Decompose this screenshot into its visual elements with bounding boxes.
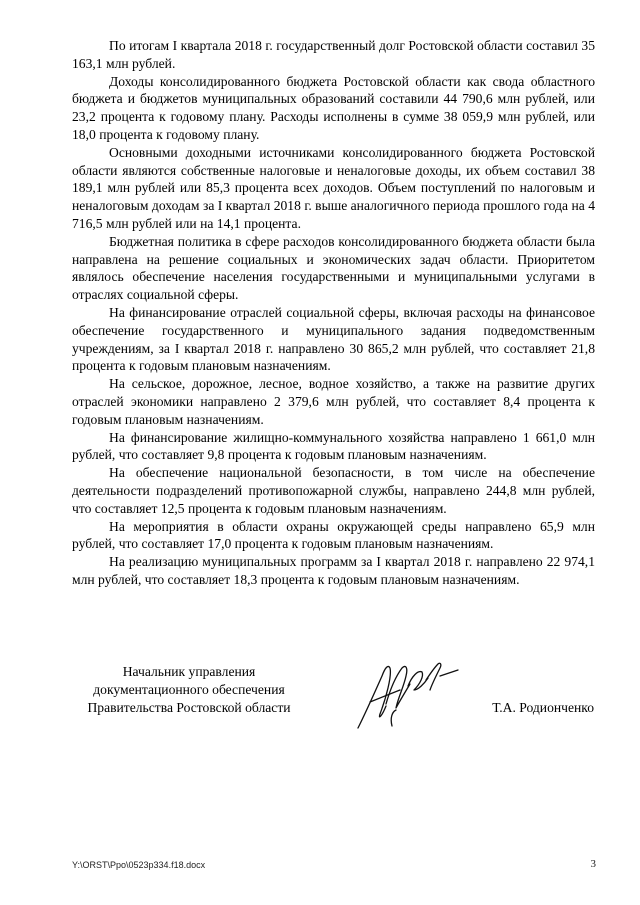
footer-file-path: Y:\ORST\Ppo\0523p334.f18.docx [72,860,206,870]
paragraph-economy: На сельское, дорожное, лесное, водное хозяйство, а также на развитие других отраслей экономики направлено 2 379,6 млн рублей, что составляет 8,4 процента к годовым плановым назначениям. [72,376,595,427]
paragraph-revenue-sources: Основными доходными источниками консолидированного бюджета Ростовской области являются собственные налоговые и неналоговые доходы, их объем составил 38 189,1 млн рублей или 85,3 процента всех доходов. Объем поступлений по налоговым и неналоговым доходам за I квартал 2018 г. выше аналогичного периода прошлого года на 4 716,5 млн рублей или на 14,1 процента. [72,144,595,231]
document-body [72,37,595,589]
handwritten-signature [352,654,462,734]
paragraph-security: На обеспечение национальной безопасности, в том числе на обеспечение деятельности подразделений противопожарной службы, направлено 244,8 млн рублей, что составляет 12,5 процента к годовым плановым назначениям. [72,465,595,516]
signatory-position [64,663,314,716]
position-line: Правительства Ростовской области [87,699,291,715]
position-line: документационного обеспечения [93,681,285,697]
paragraph-budget-policy: Бюджетная политика в сфере расходов консолидированного бюджета области была направлена на решение социальных и экономических задач области. Приоритетом являлось обеспечение населения государственными и муниципальными услугами в отраслях социальной сферы. [72,233,595,303]
paragraph-social-sphere: На финансирование отраслей социальной сферы, включая расходы на финансовое обеспечение государственного и муниципального задания подведомственным учреждениям, за I квартал 2018 г. направлено 30 865,2 млн рублей, что составляет 21,8 процента к годовым плановым назначениям. [72,304,595,374]
paragraph-housing: На финансирование жилищно-коммунального хозяйства направлено 1 661,0 млн рублей, что составляет 9,8 процента к годовым плановым назначениям. [72,429,595,463]
signatory-name: Т.А. Родионченко [492,700,594,715]
position-line: Начальник управления [122,664,256,679]
paragraph-environment: На мероприятия в области охраны окружающей среды направлено 65,9 млн рублей, что составляет 17,0 процента к годовым плановым назначениям. [72,518,595,552]
paragraph-state-debt: По итогам I квартала 2018 г. государственный долг Ростовской области составил 35 163,1 млн рублей. [72,38,595,71]
paragraph-municipal-programs: На реализацию муниципальных программ за I квартал 2018 г. направлено 22 974,1 млн рублей, что составляет 18,3 процента к годовым плановым назначениям. [72,554,595,587]
page-number: 3 [590,858,596,870]
paragraph-budget-revenues: Доходы консолидированного бюджета Ростовской области как свода областного бюджета и бюджетов муниципальных образований составили 44 790,6 млн рублей, или 23,2 процента к годовому плану. Расходы исполнены в сумме 38 059,9 млн рублей, или 18,0 процента к годовому плану. [72,73,595,142]
